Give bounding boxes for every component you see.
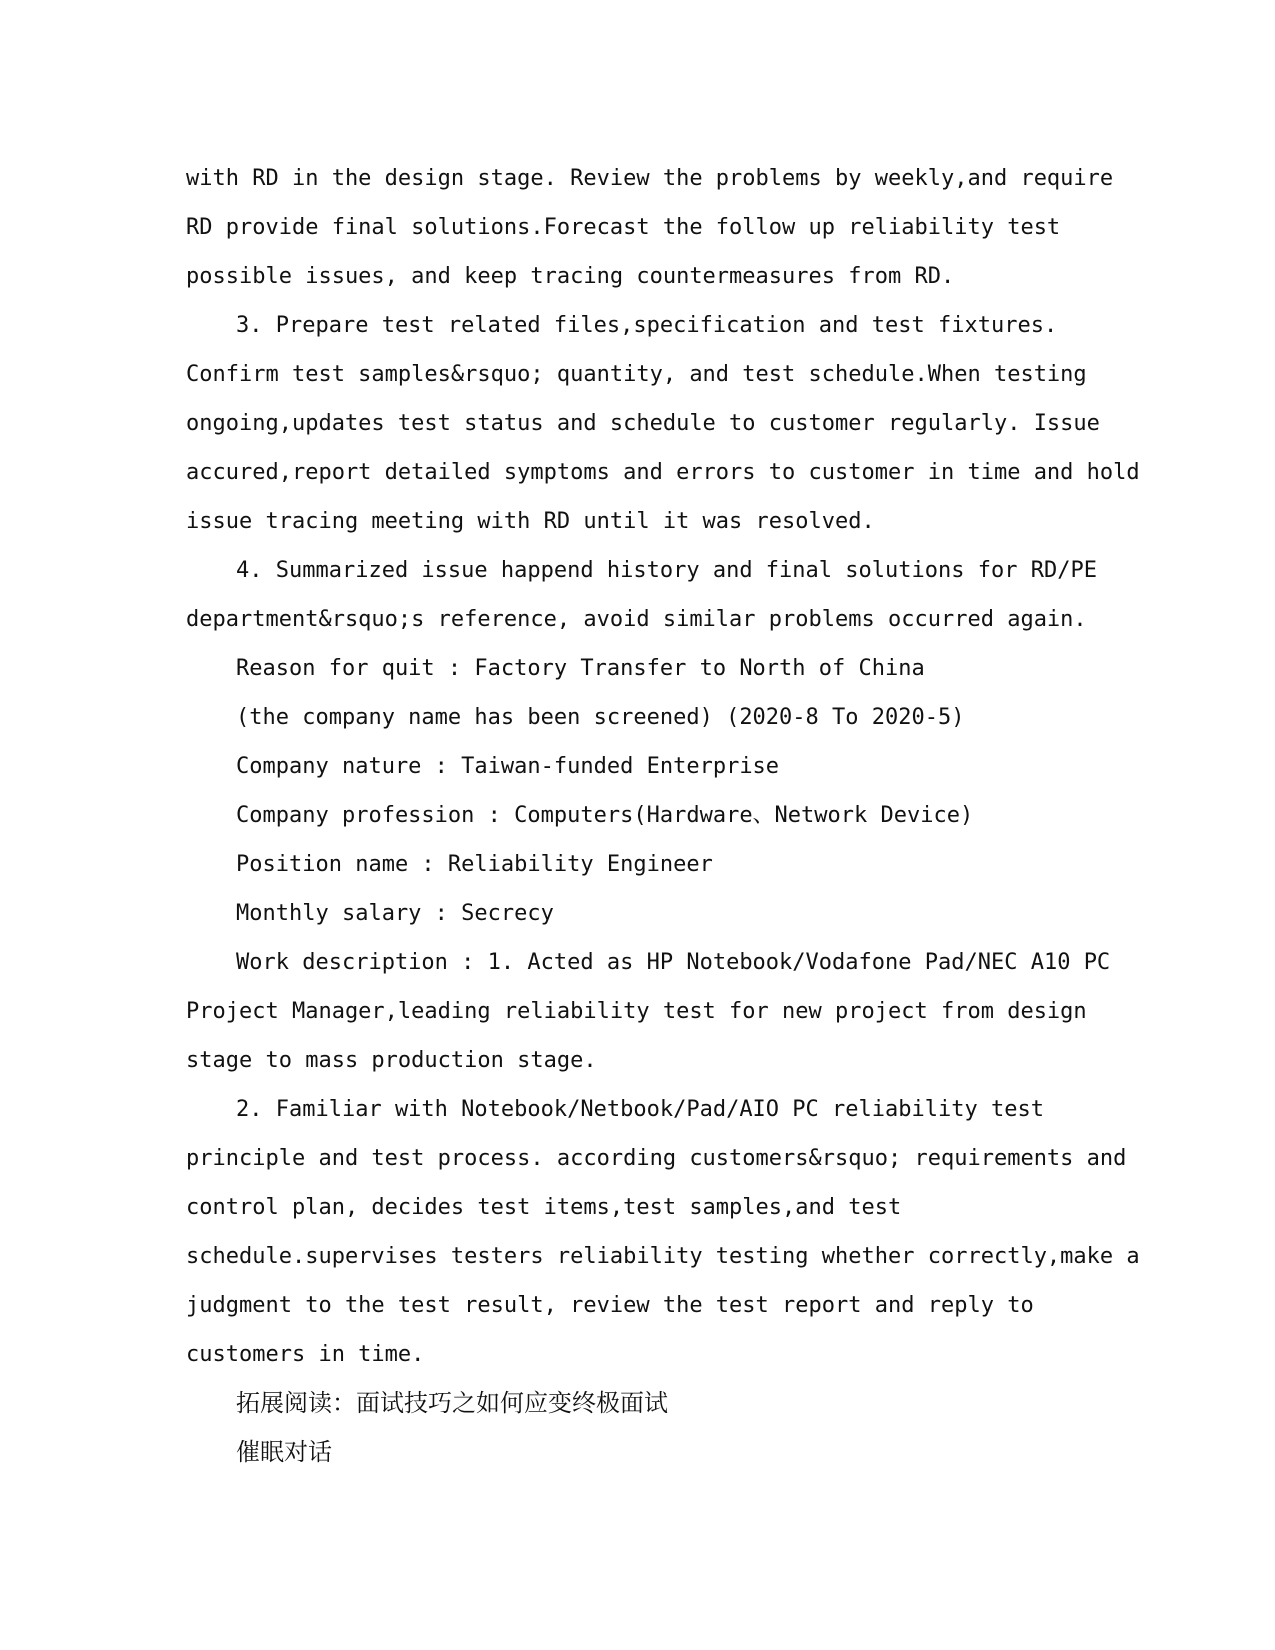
text-line: accured,report detailed symptoms and errors to customer in time and hold <box>186 460 1140 485</box>
work-description-line: Work description : 1. Acted as HP Notebook/Vodafone Pad/NEC A10 PC <box>236 950 1111 975</box>
monthly-salary-line: Monthly salary : Secrecy <box>236 901 554 926</box>
text-line: department&rsquo;s reference, avoid similar problems occurred again. <box>186 607 1087 632</box>
paragraph-start-line: 4. Summarized issue happend history and final solutions for RD/PE <box>236 558 1097 583</box>
company-period-line: (the company name has been screened) (2020-8 To 2020-5) <box>236 705 965 730</box>
text-line: with RD in the design stage. Review the problems by weekly,and require <box>186 166 1114 191</box>
text-line: schedule.supervises testers reliability testing whether correctly,make a <box>186 1244 1140 1269</box>
company-profession-line: Company profession : Computers(Hardware、Network Device) <box>236 803 974 828</box>
text-line: RD provide final solutions.Forecast the follow up reliability test <box>186 215 1061 240</box>
paragraph-start-line: 2. Familiar with Notebook/Netbook/Pad/AIO PC reliability test <box>236 1097 1044 1122</box>
text-line: principle and test process. according customers&rsquo; requirements and <box>186 1146 1127 1171</box>
text-line: judgment to the test result, review the test report and reply to <box>186 1293 1034 1318</box>
position-name-line: Position name : Reliability Engineer <box>236 852 713 877</box>
text-line: Project Manager,leading reliability test for new project from design <box>186 999 1087 1024</box>
reason-for-quit-line: Reason for quit : Factory Transfer to North of China <box>236 656 925 681</box>
hypnosis-dialogue-line: 催眠对话 <box>236 1438 332 1466</box>
text-line: stage to mass production stage. <box>186 1048 597 1073</box>
text-line: ongoing,updates test status and schedule to customer regularly. Issue <box>186 411 1100 436</box>
text-line: control plan, decides test items,test samples,and test <box>186 1195 902 1220</box>
paragraph-start-line: 3. Prepare test related files,specification and test fixtures. <box>236 313 1058 338</box>
document-body <box>186 154 1140 1477</box>
company-nature-line: Company nature : Taiwan-funded Enterprise <box>236 754 780 779</box>
text-line: Confirm test samples&rsquo; quantity, and test schedule.When testing <box>186 362 1087 387</box>
text-line: issue tracing meeting with RD until it was resolved. <box>186 509 875 534</box>
text-line: possible issues, and keep tracing countermeasures from RD. <box>186 264 955 289</box>
extended-reading-line: 拓展阅读：面试技巧之如何应变终极面试 <box>236 1389 668 1417</box>
text-line: customers in time. <box>186 1342 425 1367</box>
